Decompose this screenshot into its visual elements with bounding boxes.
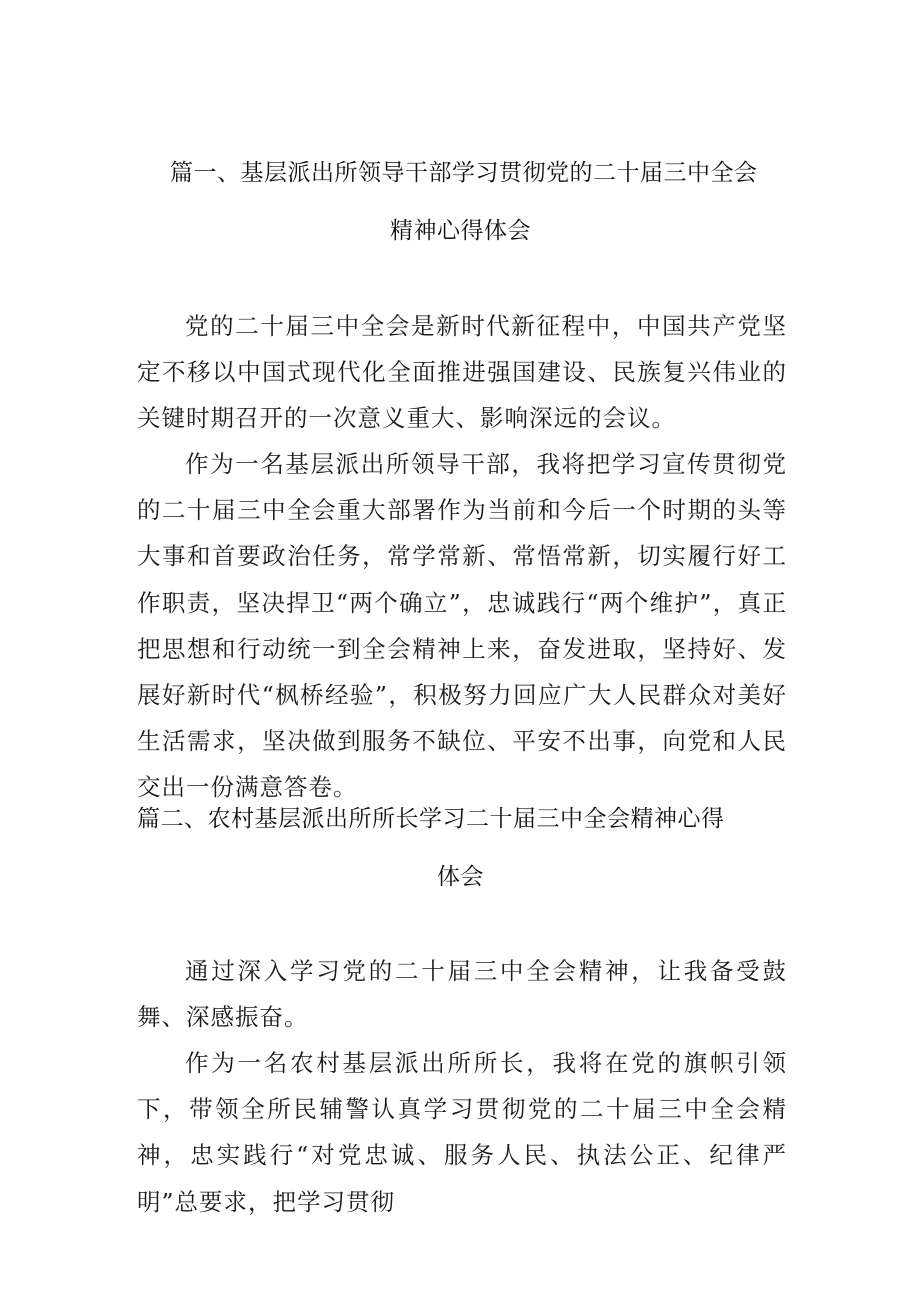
section1-paragraph2: 作为一名基层派出所领导干部，我将把学习宣传贯彻党的二十届三中全会重大部署作为当前和今后一个时期的头等大事和首要政治任务，常学常新、常悟常新，切实履行好工作职责，坚决捍卫“两个确立”，忠诚践行“两个维护”，真正把思想和行动统一到全会精神上来，奋发进取，坚持好、发展好新时代“枫桥经验”，积极努力回应广大人民群众对美好生活需求，坚决做到服务不缺位、平安不出事，向党和人民交出一份满意答卷。 <box>137 450 787 802</box>
section2-paragraph1: 通过深入学习党的二十届三中全会精神，让我备受鼓舞、深感振奋。 <box>137 957 787 1032</box>
section1-title-line2: 精神心得体会 <box>390 218 531 244</box>
section1-paragraph1: 党的二十届三中全会是新时代新征程中，中国共产党坚定不移以中国式现代化全面推进强国建设、民族复兴伟业的关键时期召开的一次意义重大、影响深远的会议。 <box>137 312 787 433</box>
section2-paragraph2: 作为一名农村基层派出所所长，我将在党的旗帜引领下，带领全所民辅警认真学习贯彻党的二十届三中全会精神，忠实践行“对党忠诚、服务人民、执法公正、纪律严明”总要求，把学习贯彻 <box>137 1049 787 1216</box>
section2-title-line2: 体会 <box>437 864 484 890</box>
section1-title-line1: 篇一、基层派出所领导干部学习贯彻党的二十届三中全会 <box>170 160 758 186</box>
section2-title-line1: 篇二、农村基层派出所所长学习二十届三中全会精神心得 <box>137 806 725 832</box>
